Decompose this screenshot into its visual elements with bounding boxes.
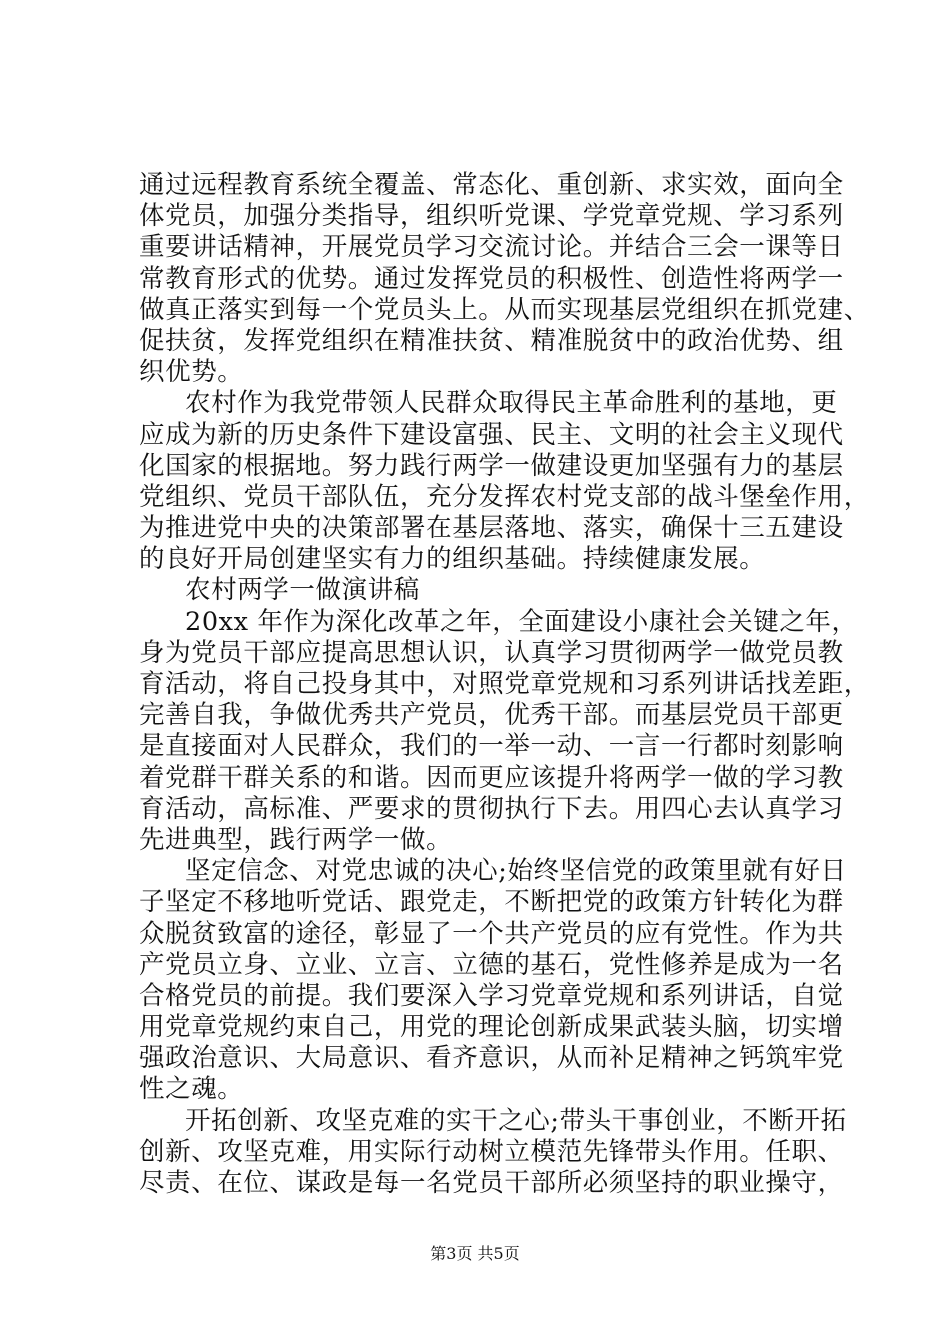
text-line: 尽责、在位、谋政是每一名党员干部所必须坚持的职业操守，	[139, 1168, 844, 1198]
text-line: 身为党员干部应提高思想认识，认真学习贯彻两学一做党员教	[139, 637, 844, 668]
text-line: 子坚定不移地听党话、跟党走，不断把党的政策方针转化为群	[139, 887, 844, 918]
text-line: 用党章党规约束自己，用党的理论创新成果武装头脑，切实增	[139, 1012, 844, 1043]
text-line: 做真正落实到每一个党员头上。从而实现基层党组织在抓党建、	[139, 294, 870, 325]
text-line: 20xx 年作为深化改革之年，全面建设小康社会关键之年，	[185, 606, 858, 637]
document-body	[139, 170, 870, 1199]
text-line: 育活动，将自己投身其中，对照党章党规和习系列讲话找差距，	[139, 669, 870, 699]
text-line: 化国家的根据地。努力践行两学一做建设更加坚强有力的基层	[139, 450, 844, 481]
text-line: 党组织、党员干部队伍，充分发挥农村党支部的战斗堡垒作用，	[139, 481, 870, 512]
text-line: 农村作为我党带领人民群众取得民主革命胜利的基地，更	[185, 388, 838, 419]
text-line: 性之魂。	[139, 1074, 244, 1105]
text-line: 常教育形式的优势。通过发挥党员的积极性、创造性将两学一	[139, 263, 844, 294]
text-line: 完善自我，争做优秀共产党员，优秀干部。而基层党员干部更	[139, 700, 844, 731]
text-line: 育活动，高标准、严要求的贯彻执行下去。用四心去认真学习	[139, 793, 844, 824]
text-line: 强政治意识、大局意识、看齐意识，从而补足精神之钙筑牢党	[139, 1043, 844, 1074]
text-line: 众脱贫致富的途径，彰显了一个共产党员的应有党性。作为共	[139, 918, 844, 949]
page-footer: 第3页 共5页	[430, 1244, 520, 1263]
text-line: 创新、攻坚克难，用实际行动树立模范先锋带头作用。任职、	[139, 1136, 844, 1167]
text-line: 织优势。	[139, 357, 244, 388]
text-line: 开拓创新、攻坚克难的实干之心;带头干事创业，不断开拓	[185, 1105, 847, 1136]
text-line: 重要讲话精神，开展党员学习交流讨论。并结合三会一课等日	[139, 232, 844, 263]
text-line: 合格党员的前提。我们要深入学习党章党规和系列讲话，自觉	[139, 980, 844, 1011]
text-line: 的良好开局创建坚实有力的组织基础。持续健康发展。	[139, 544, 766, 575]
text-line: 坚定信念、对党忠诚的决心;始终坚信党的政策里就有好日	[185, 856, 847, 887]
text-line: 着党群干群关系的和谐。因而更应该提升将两学一做的学习教	[139, 762, 844, 793]
text-line: 通过远程教育系统全覆盖、常态化、重创新、求实效，面向全	[139, 170, 844, 200]
text-line: 是直接面对人民群众，我们的一举一动、一言一行都时刻影响	[139, 731, 844, 762]
text-line: 农村两学一做演讲稿	[185, 575, 420, 606]
text-line: 体党员，加强分类指导，组织听党课、学党章党规、学习系列	[139, 201, 844, 232]
text-line: 产党员立身、立业、立言、立德的基石，党性修养是成为一名	[139, 949, 844, 980]
text-line: 先进典型，践行两学一做。	[139, 824, 453, 855]
text-line: 促扶贫，发挥党组织在精准扶贫、精准脱贫中的政治优势、组	[139, 325, 844, 356]
text-line: 为推进党中央的决策部署在基层落地、落实，确保十三五建设	[139, 513, 844, 544]
text-line: 应成为新的历史条件下建设富强、民主、文明的社会主义现代	[139, 419, 844, 450]
